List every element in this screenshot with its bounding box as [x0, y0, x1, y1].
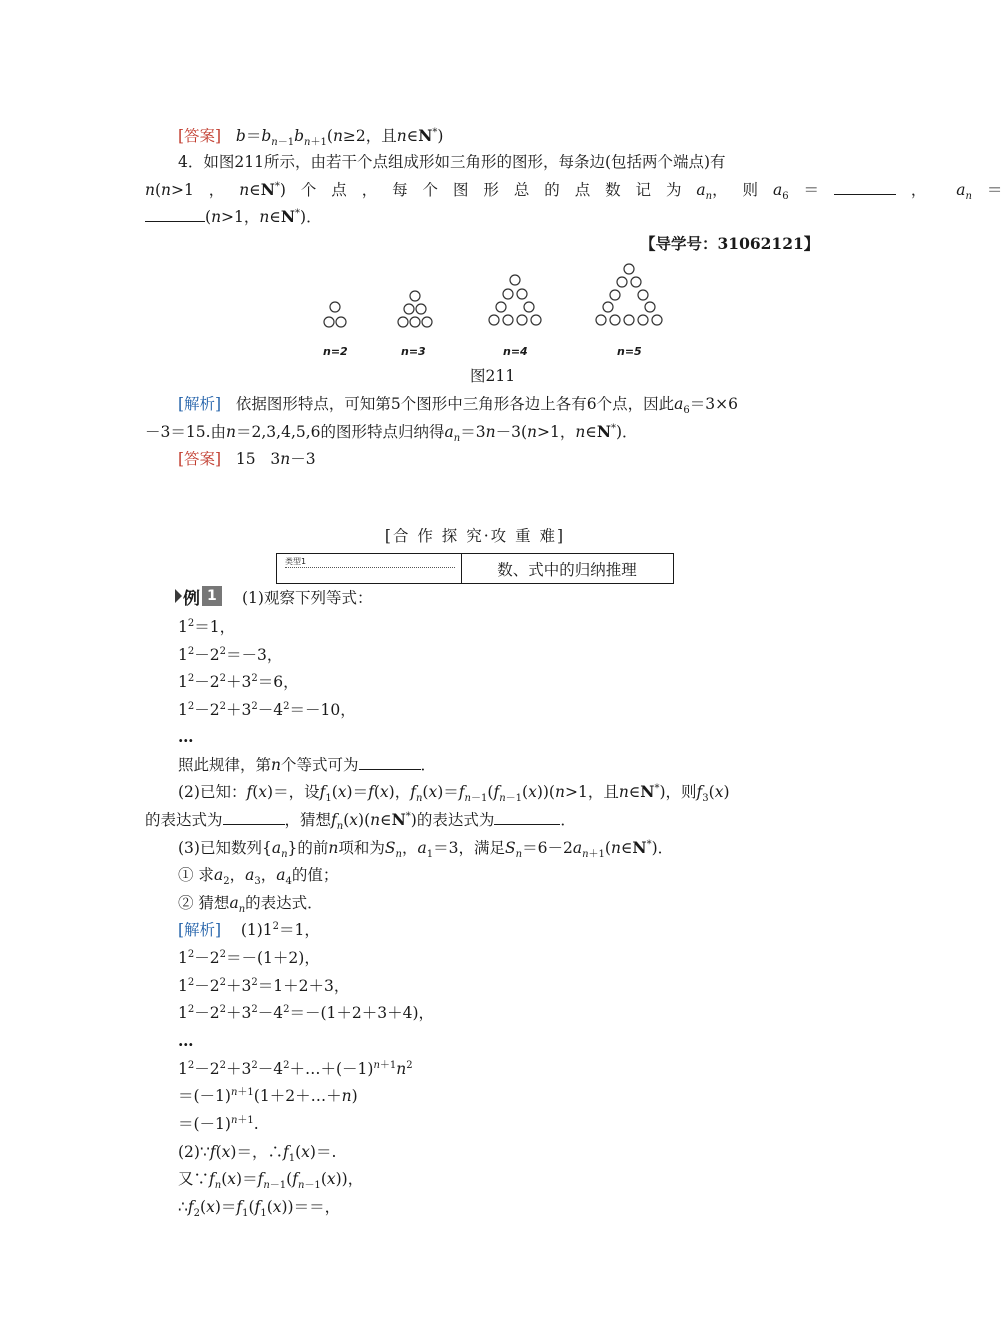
triangle-marker-icon	[175, 589, 182, 603]
problem-4-line-1: 4．如图211所示，由若干个点组成形如三角形的图形，每条边(包括两个端点)有	[178, 153, 726, 171]
equation-line-3: $1^2-2^2+3^2=6$，	[178, 672, 299, 691]
analysis-4-line-2: －3＝15.由n＝2,3,4,5,6的图形特点归纳得$a_n=3n-3(n>1$，n∈N*)．	[145, 422, 638, 445]
guide-number: 【导学号：31062121】	[640, 234, 820, 253]
figure-n3-dots	[398, 291, 432, 327]
figure-n2-dots	[324, 302, 346, 327]
part-3-item-1: ① 求$a_2$，$a_3$，$a_4$的值；	[178, 866, 339, 888]
solution-line-2: $1^2-2^2=-(1+2)$，	[178, 948, 320, 967]
equation-line-2: $1^2-2^2=-3$，	[178, 645, 283, 664]
figure-n5-dots	[596, 264, 662, 325]
analysis-ex1-line-1: [解析] $(1)1^2=1$，	[178, 920, 320, 939]
example-number: 1	[202, 586, 222, 606]
solution-line-4: $1^2-2^2+3^2-4^2=-(1+2+3+4)$，	[178, 1003, 435, 1022]
solution-line-6: $1^2-2^2+3^2-4^2+\dots+(-1)^{n+1}n^2$	[178, 1059, 413, 1078]
solution-line-11: $\therefore f_2(x)=f_1(f_1(x))==$，	[178, 1198, 341, 1220]
problem-4-line-2: n(n>1 ， n∈N*) 个 点 ， 每 个 图 形 总 的 点 数 记 为 $a_n$， 则 $a_6$ ＝ ， $a_n$ ＝	[145, 180, 1002, 203]
solution-line-7: $=(-1)^{n+1}(1+2+\dots+n)$	[178, 1086, 358, 1105]
triangle-dots-figure	[300, 258, 680, 338]
figure-label-n4: n=4	[503, 345, 528, 358]
solution-line-8: $=(-1)^{n+1}$.	[178, 1114, 259, 1133]
part-2-line-1: (2)已知：f(x)＝，设$f_1(x)=f(x)$，$f_n(x)=f_{n-1}(f_{n-1}(x))(n>1$，且n∈N*)，则$f_3(x)$	[178, 782, 730, 805]
type-dotted-rule	[285, 567, 455, 568]
figure-label-n2: n=2	[323, 345, 348, 358]
type-header-box	[276, 553, 674, 584]
solution-line-9: (2)∵f(x)＝，$\therefore f_1(x)=$.	[178, 1143, 337, 1165]
figure-n4-dots	[489, 275, 541, 325]
part-2-line-2: 的表达式为 ，猜想$f_n(x)(n\in N^*)$的表达式为 ．	[145, 810, 576, 833]
equation-line-1: $1^2=1$，	[178, 617, 236, 636]
analysis-label-2: [解析]	[178, 921, 222, 939]
part-3-line-1: (3)已知数列$\{a_n\}$的前n项和为$S_n$，$a_1=3$，满足$S_n=6-2a_{n+1}(n\in N^*)$．	[178, 838, 674, 861]
answer-label-2: [答案]	[178, 450, 222, 468]
answer-label: [答案]	[178, 127, 222, 145]
example-word: 例	[183, 588, 200, 609]
problem-4-line-3: (n>1，n∈N*)．	[145, 207, 322, 227]
answer-4: [答案] 15 3n－3	[178, 450, 316, 468]
answer-line-1: [答案] $b=b_{n-1}b_{n+1}(n\ge 2$，且n∈N*)	[178, 126, 444, 149]
equation-line-4: $1^2-2^2+3^2-4^2=-10$，	[178, 700, 356, 719]
part-3-item-2: ② 猜想$a_n$的表达式．	[178, 894, 323, 916]
figure-caption: 图211	[470, 367, 516, 385]
solution-line-3: $1^2-2^2+3^2=1+2+3$，	[178, 976, 350, 995]
analysis-label: [解析]	[178, 395, 222, 413]
figure-label-n3: n=3	[401, 345, 426, 358]
part-1-question: 照此规律，第n个等式可为 ．	[178, 756, 437, 774]
ellipsis-1: …	[178, 727, 194, 746]
section-title: [合 作 探 究·攻 重 难]	[384, 527, 566, 545]
type-title: 数、式中的归纳推理	[497, 561, 637, 579]
analysis-4-line-1: [解析] 依据图形特点，可知第5个图形中三角形各边上各有6个点，因此$a_6=3\times 6$	[178, 395, 738, 417]
example-badge	[175, 585, 222, 607]
type-tag: 类型1	[285, 557, 307, 566]
solution-line-10: 又$\because f_n(x)=f_{n-1}(f_{n-1}(x))$，	[178, 1170, 364, 1192]
ellipsis-2: …	[178, 1031, 194, 1050]
example-1-part-1-intro: (1)观察下列等式：	[242, 589, 373, 607]
figure-label-n5: n=5	[617, 345, 642, 358]
